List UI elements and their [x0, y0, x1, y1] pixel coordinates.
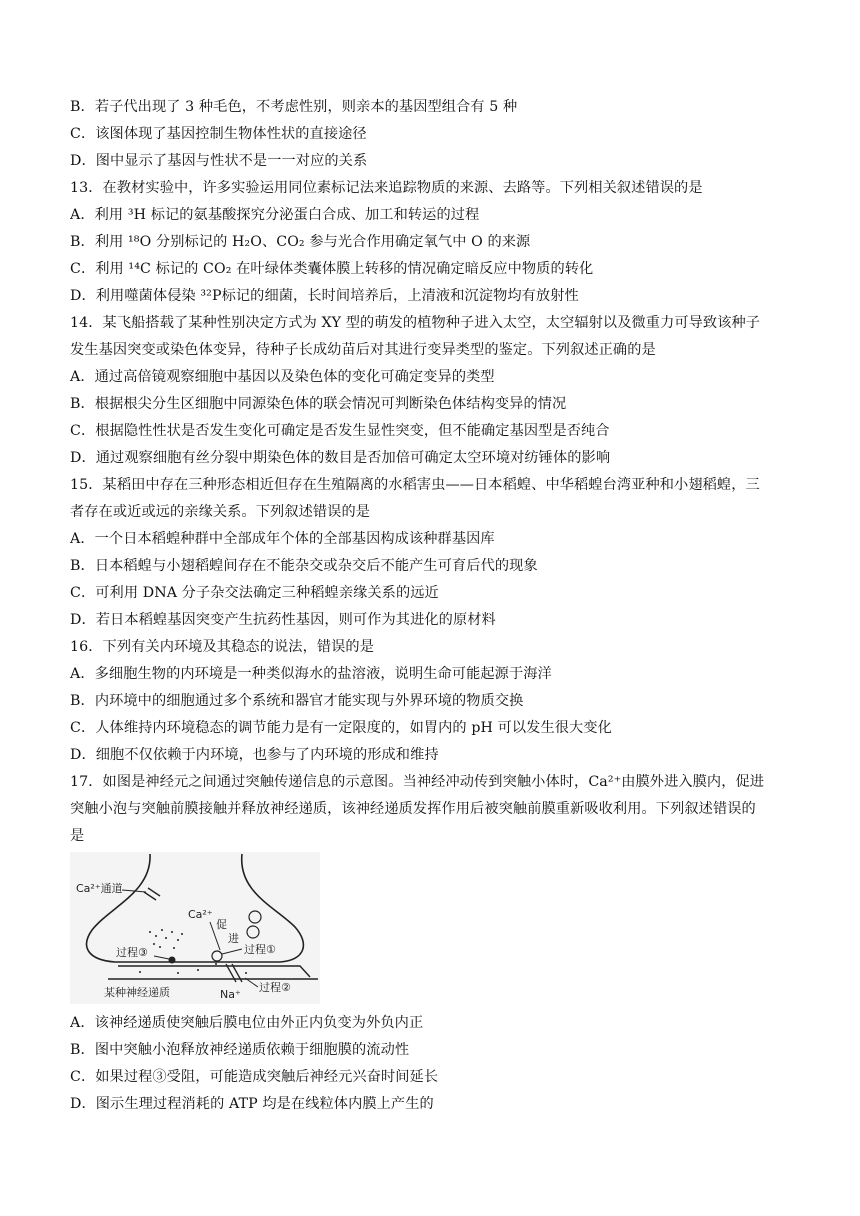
option-16b: B．内环境中的细胞通过多个系统和器官才能实现与外界环境的物质交换: [70, 693, 524, 709]
question-15-stem-line2: 者存在或近或远的亲缘关系。下列叙述错误的是: [70, 504, 371, 520]
option-15c: C．可利用 DNA 分子杂交法确定三种稻蝗亲缘关系的远近: [70, 585, 439, 601]
option-17c: C．如果过程③受阻，可能造成突触后神经元兴奋时间延长: [70, 1069, 439, 1085]
synaptic-vesicle-fusing: [212, 951, 222, 961]
transmitter-label: 某种神经递质: [104, 986, 170, 999]
question-13-stem: 13．在教材实验中，许多实验运用同位素标记法来追踪物质的来源、去路等。下列相关叙述错误的是: [70, 180, 703, 196]
option-15a: A．一个日本稻蝗种群中全部成年个体的全部基因构成该种群基因库: [70, 531, 495, 547]
option-17d: D．图示生理过程消耗的 ATP 均是在线粒体内膜上产生的: [70, 1096, 434, 1112]
ca-channel-mark: [144, 892, 156, 900]
option-15d: D．若日本稻蝗基因突变产生抗药性基因，则可作为其进化的原材料: [70, 612, 496, 628]
question-17-stem-line1: 17．如图是神经元之间通过突触传递信息的示意图。当神经冲动传到突触小体时，Ca²⁺由膜外进入膜内，促进: [70, 774, 765, 790]
option-15b: B．日本稻蝗与小翅稻蝗间存在不能杂交或杂交后不能产生可育后代的现象: [70, 558, 538, 574]
option-13b: B．利用 ¹⁸O 分别标记的 H₂O、CO₂ 参与光合作用确定氧气中 O 的来源: [70, 234, 531, 250]
ca-channel-label: Ca²⁺通道: [76, 882, 123, 895]
option-13c: C．利用 ¹⁴C 标记的 CO₂ 在叶绿体类囊体膜上转移的情况确定暗反应中物质的转化: [70, 261, 594, 277]
na-label: Na⁺: [220, 988, 241, 1001]
option-17b: B．图中突触小泡释放神经递质依赖于细胞膜的流动性: [70, 1042, 410, 1058]
synaptic-vesicle: [249, 911, 261, 923]
option-14a: A．通过高倍镜观察细胞中基因以及染色体的变化可确定变异的类型: [70, 369, 495, 385]
synaptic-vesicle: [247, 926, 259, 938]
question-17-stem-line2: 突触小泡与突触前膜接触并释放神经递质，该神经递质发挥作用后被突触前膜重新吸收利用。下列叙述错误的: [70, 801, 756, 817]
option-12c: C．该图体现了基因控制生物体性状的直接途径: [70, 126, 367, 142]
question-17-stem-line3: 是: [70, 828, 85, 844]
process3-pointer: [154, 956, 169, 959]
process2-label: 过程②: [259, 981, 291, 994]
process1-pointer: [222, 949, 242, 954]
reuptake-transporter: [169, 957, 176, 964]
option-17a: A．该神经递质使突触后膜电位由外正内负变为外负内正: [70, 1015, 424, 1031]
option-14d: D．通过观察细胞有丝分裂中期染色体的数目是否加倍可确定太空环境对纺锤体的影响: [70, 450, 611, 466]
option-16c: C．人体维持内环境稳态的调节能力是有一定限度的，如胃内的 pH 可以发生很大变化: [70, 720, 612, 736]
question-16-stem: 16．下列有关内环境及其稳态的说法，错误的是: [70, 639, 375, 655]
promote-label-2: 进: [228, 932, 239, 945]
question-15-stem-line1: 15．某稻田中存在三种形态相近但存在生殖隔离的水稻害虫——日本稻蝗、中华稻蝗台湾亚种和小翅稻蝗，三: [70, 477, 760, 493]
option-16a: A．多细胞生物的内环境是一种类似海水的盐溶液，说明生命可能起源于海洋: [70, 666, 552, 682]
option-13a: A．利用 ³H 标记的氨基酸探究分泌蛋白合成、加工和转运的过程: [70, 207, 480, 223]
ca-channel-mark: [148, 888, 160, 896]
promote-label: 促: [216, 918, 227, 931]
process3-label: 过程③: [116, 946, 148, 959]
option-12b: B．若子代出现了 3 种毛色，不考虑性别，则亲本的基因型组合有 5 种: [70, 99, 518, 115]
option-13d: D．利用噬菌体侵染 ³²P标记的细菌，长时间培养后，上清液和沉淀物均有放射性: [70, 288, 579, 304]
option-12d: D．图中显示了基因与性状不是一一对应的关系: [70, 153, 368, 169]
synapse-diagram-svg: [70, 852, 320, 1004]
process1-label: 过程①: [244, 943, 276, 956]
postsynaptic-membrane-top: [118, 966, 310, 977]
synapse-diagram: [70, 852, 320, 1004]
option-16d: D．细胞不仅依赖于内环境，也参与了内环境的形成和维持: [70, 747, 439, 763]
option-14b: B．根据根尖分生区细胞中同源染色体的联会情况可判断染色体结构变异的情况: [70, 396, 567, 412]
option-14c: C．根据隐性性状是否发生变化可确定是否发生显性突变，但不能确定基因型是否纯合: [70, 423, 610, 439]
ca-label: Ca²⁺: [188, 908, 213, 921]
question-14-stem-line2: 发生基因突变或染色体变异，待种子长成幼苗后对其进行变异类型的鉴定。下列叙述正确的是: [70, 342, 656, 358]
question-14-stem-line1: 14．某飞船搭载了某种性别决定方式为 XY 型的萌发的植物种子进入太空，太空辐射以及微重力可导致该种子: [70, 315, 761, 331]
